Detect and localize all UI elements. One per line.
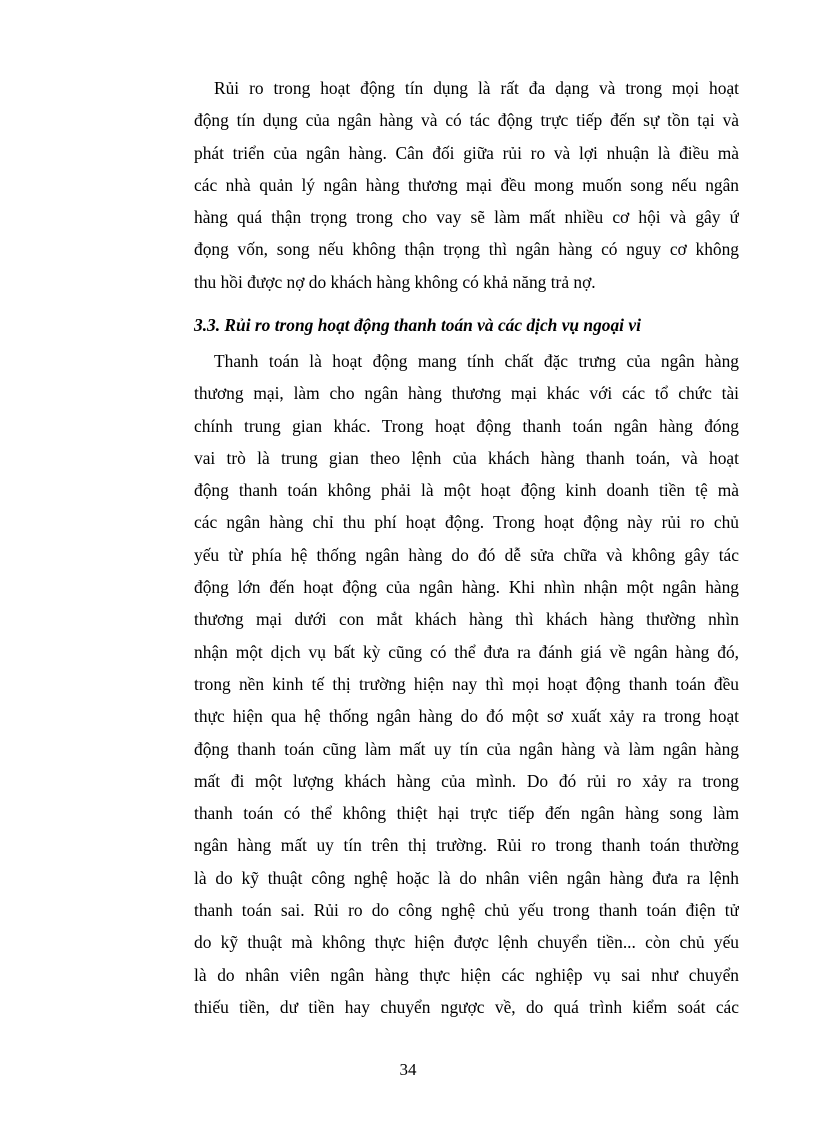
text-line: Rủi ro trong hoạt động tín dụng là rất đa dạng và trong mọi hoạt — [214, 78, 739, 98]
text-line: thực hiện qua hệ thống ngân hàng do đó một sơ xuất xảy ra trong hoạt — [194, 706, 739, 727]
section-heading: 3.3. Rủi ro trong hoạt động thanh toán và các dịch vụ ngoại vi — [194, 315, 641, 335]
text-line: đọng vốn, song nếu không thận trọng thì ngân hàng có nguy cơ không — [194, 239, 739, 260]
text-line: trong nền kinh tế thị trường hiện nay thì mọi hoạt động thanh toán đều — [194, 673, 739, 694]
text-line: thiếu tiền, dư tiền hay chuyển ngược về, do quá trình kiểm soát các — [194, 996, 739, 1017]
page-number: 34 — [399, 1060, 417, 1079]
text-line: là do nhân viên ngân hàng thực hiện các nghiệp vụ sai như chuyển — [194, 964, 739, 985]
text-line: thương mại, làm cho ngân hàng thương mại khác với các tổ chức tài — [194, 383, 739, 404]
text-line: phát triển của ngân hàng. Cân đối giữa rủi ro và lợi nhuận là điều mà — [194, 142, 739, 163]
text-line: thanh toán có thể không thiệt hại trực tiếp đến ngân hàng song làm — [194, 803, 739, 824]
text-line: chính trung gian khác. Trong hoạt động thanh toán ngân hàng đóng — [194, 415, 739, 436]
text-line: động thanh toán không phải là một hoạt động kinh doanh tiền tệ mà — [194, 480, 739, 501]
text-line: Thanh toán là hoạt động mang tính chất đặc trưng của ngân hàng — [214, 351, 739, 371]
text-line: mất đi một lượng khách hàng của mình. Do đó rủi ro xảy ra trong — [194, 770, 739, 791]
text-line: thanh toán sai. Rủi ro do công nghệ chủ yếu trong thanh toán điện tử — [194, 900, 739, 921]
paragraph-payment-risk — [194, 345, 739, 1023]
text-line: do kỹ thuật mà không thực hiện được lệnh chuyển tiền... còn chủ yếu — [194, 932, 739, 953]
text-line: vai trò là trung gian theo lệnh của khách hàng thanh toán, và hoạt — [194, 447, 739, 468]
text-line: thương mại dưới con mắt khách hàng thì khách hàng thường nhìn — [194, 609, 739, 630]
text-line: nhận một dịch vụ bất kỳ cũng có thể đưa ra đánh giá về ngân hàng đó, — [194, 641, 739, 662]
text-line: các nhà quản lý ngân hàng thương mại đều mong muốn song nếu ngân — [194, 174, 739, 195]
text-line: ngân hàng mất uy tín trên thị trường. Rủi ro trong thanh toán thường — [194, 835, 739, 856]
text-line: thu hồi được nợ do khách hàng không có khả năng trả nợ. — [194, 271, 596, 292]
text-line: hàng quá thận trọng trong cho vay sẽ làm mất nhiều cơ hội và gây ứ — [194, 207, 739, 228]
text-line: là do kỹ thuật công nghệ hoặc là do nhân viên ngân hàng đưa ra lệnh — [194, 867, 739, 888]
text-line: động tín dụng của ngân hàng và có tác động trực tiếp đến sự tồn tại và — [194, 110, 739, 131]
paragraph-credit-risk — [194, 72, 739, 298]
text-line: động thanh toán cũng làm mất uy tín của ngân hàng và làm ngân hàng — [194, 738, 739, 759]
text-line: yếu từ phía hệ thống ngân hàng do đó dễ sửa chữa và không gây tác — [194, 544, 739, 565]
text-line: các ngân hàng chỉ thu phí hoạt động. Trong hoạt động này rủi ro chủ — [194, 512, 739, 533]
text-line: động lớn đến hoạt động của ngân hàng. Khi nhìn nhận một ngân hàng — [194, 577, 739, 598]
